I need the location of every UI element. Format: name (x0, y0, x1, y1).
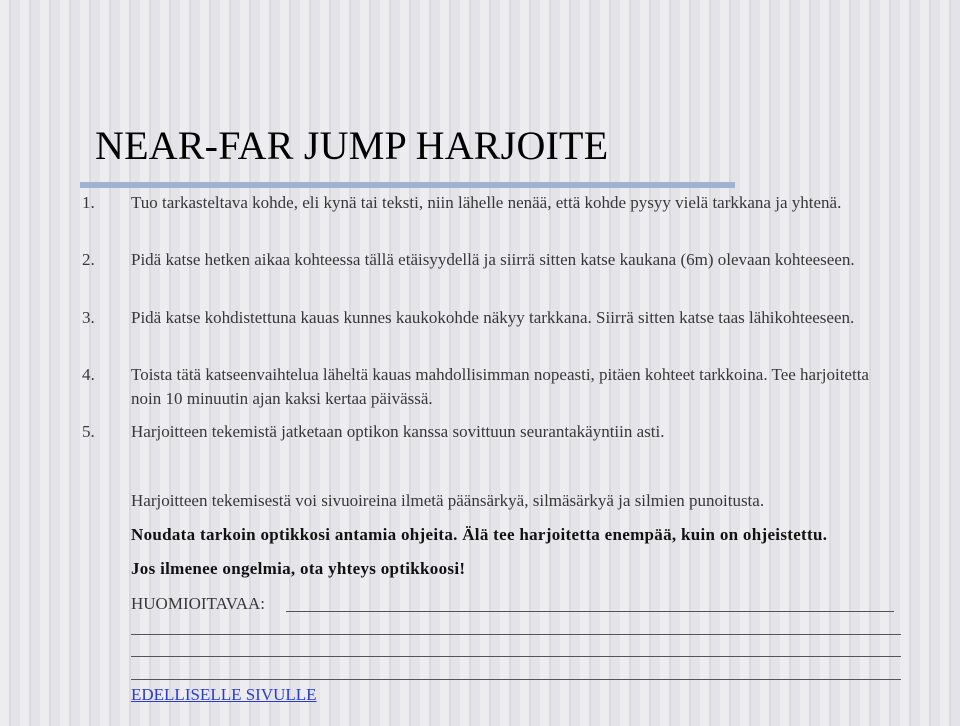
step-number: 1. (82, 193, 95, 212)
back-link[interactable]: EDELLISELLE SIVULLE (131, 685, 317, 704)
remarks-line-1 (286, 611, 894, 612)
step-text: Harjoitteen tekemistä jatketaan optikon kanssa sovittuun seurantakäyntiin asti. (131, 422, 665, 441)
follow-instructions-note: Noudata tarkoin optikkosi antamia ohjeita. Älä tee harjoitetta enempää, kuin on ohjeistettu. (131, 525, 828, 544)
step-text: Pidä katse hetken aikaa kohteessa tällä etäisyydellä ja siirrä sitten katse kaukana (6m) olevaan kohteeseen. (131, 250, 855, 269)
step-2 (82, 248, 882, 272)
remarks-line-4 (131, 679, 901, 680)
step-4 (82, 363, 882, 411)
step-text: Pidä katse kohdistettuna kauas kunnes kaukokohde näkyy tarkkana. Siirrä sitten katse taas lähikohteeseen. (131, 308, 855, 327)
step-number: 3. (82, 308, 95, 327)
remarks-label: HUOMIOITAVAA: (131, 594, 266, 613)
step-3 (82, 306, 882, 330)
step-1 (82, 191, 882, 215)
page-title: NEAR-FAR JUMP HARJOITE (95, 123, 609, 168)
remarks-line-3 (131, 656, 901, 657)
step-text: Tuo tarkasteltava kohde, eli kynä tai teksti, niin lähelle nenää, että kohde pysyy vielä tarkkana ja yhtenä. (131, 193, 842, 212)
side-effects-note: Harjoitteen tekemisestä voi sivuoireina ilmetä päänsärkyä, silmäsärkyä ja silmien punoitusta. (131, 491, 765, 510)
remarks-line-2 (131, 634, 901, 635)
step-number: 4. (82, 365, 95, 384)
step-number: 2. (82, 250, 95, 269)
step-text: Toista tätä katseenvaihtelua läheltä kauas mahdollisimman nopeasti, pitäen kohteet tarkkoina. Tee harjoitetta noin 10 minuutin ajan kaksi kertaa päivässä. (131, 365, 869, 408)
step-number: 5. (82, 422, 95, 441)
step-5 (82, 420, 882, 444)
title-underline (80, 182, 735, 188)
contact-note: Jos ilmenee ongelmia, ota yhteys optikkoosi! (131, 559, 466, 578)
